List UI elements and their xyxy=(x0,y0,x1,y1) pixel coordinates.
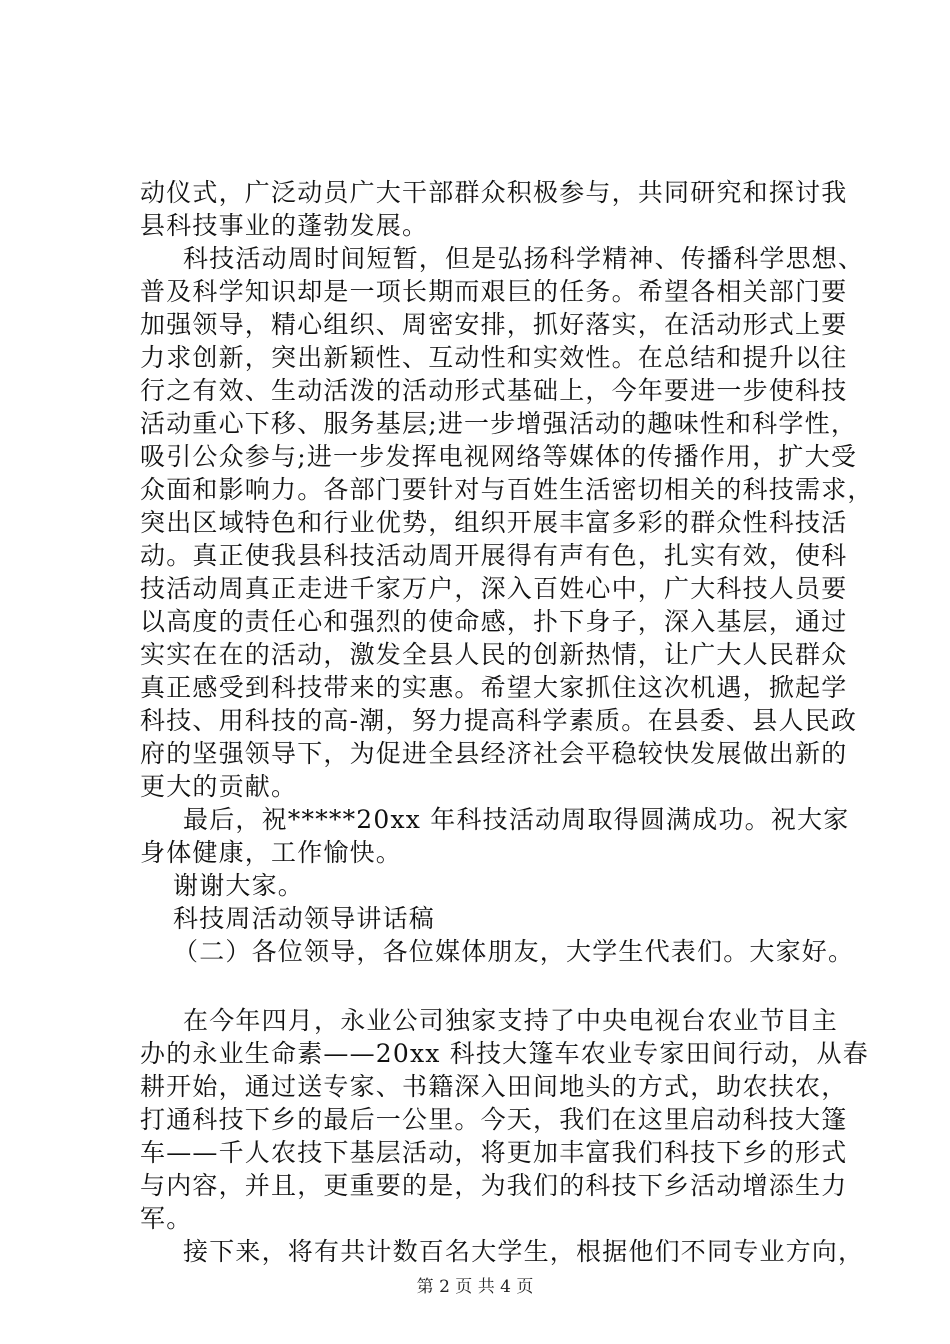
text-line: 众面和影响力。各部门要针对与百姓生活密切相关的科技需求， xyxy=(140,475,874,504)
text-line: 实实在在的活动，激发全县人民的创新热情，让广大人民群众 xyxy=(140,640,848,669)
text-line: 技活动周真正走进千家万户，深入百姓心中，广大科技人员要 xyxy=(140,574,848,603)
text-line: 打通科技下乡的最后一公里。今天，我们在这里启动科技大篷 xyxy=(140,1105,848,1134)
text-line: 县科技事业的蓬勃发展。 xyxy=(140,211,429,240)
text-line: 力求创新，突出新颖性、互动性和实效性。在总结和提升以往 xyxy=(140,343,848,372)
text-line: 吸引公众参与;进一步发挥电视网络等媒体的传播作用，扩大受 xyxy=(140,442,858,471)
text-line: 接下来，将有共计数百名大学生，根据他们不同专业方向， xyxy=(183,1237,865,1266)
text-line: （二）各位领导，各位媒体朋友，大学生代表们。大家好。 xyxy=(173,937,855,966)
text-line: 普及科学知识却是一项长期而艰巨的任务。希望各相关部门要 xyxy=(140,277,848,306)
text-line: 办的永业生命素——20xx 科技大篷车农业专家田间行动，从春 xyxy=(140,1039,869,1068)
text-line: 加强领导，精心组织、周密安排，抓好落实，在活动形式上要 xyxy=(140,310,848,339)
text-line: 车——千人农技下基层活动，将更加丰富我们科技下乡的形式 xyxy=(140,1138,848,1167)
text-line: 与内容，并且，更重要的是，为我们的科技下乡活动增添生力 xyxy=(140,1171,848,1200)
text-line: 更大的贡献。 xyxy=(140,772,298,801)
text-line: 军。 xyxy=(140,1204,193,1233)
text-line: 谢谢大家。 xyxy=(173,871,305,900)
text-line: 府的坚强领导下，为促进全县经济社会平稳较快发展做出新的 xyxy=(140,739,848,768)
text-line: 动仪式，广泛动员广大干部群众积极参与，共同研究和探讨我 xyxy=(140,178,848,207)
text-line: 科技、用科技的高-潮，努力提高科学素质。在县委、县人民政 xyxy=(140,706,858,735)
text-line: 耕开始，通过送专家、书籍深入田间地头的方式，助农扶农， xyxy=(140,1072,848,1101)
text-line: 科技活动周时间短暂，但是弘扬科学精神、传播科学思想、 xyxy=(183,244,865,273)
text-line: 真正感受到科技带来的实惠。希望大家抓住这次机遇，掀起学 xyxy=(140,673,848,702)
page-footer: 第 2 页 共 4 页 xyxy=(416,1277,534,1297)
section-title: 科技周活动领导讲话稿 xyxy=(173,904,436,933)
text-line: 在今年四月，永业公司独家支持了中央电视台农业节目主 xyxy=(183,1006,839,1035)
text-line: 活动重心下移、服务基层;进一步增强活动的趣味性和科学性， xyxy=(140,409,858,438)
text-line: 行之有效、生动活泼的活动形式基础上，今年要进一步使科技 xyxy=(140,376,848,405)
text-line: 以高度的责任心和强烈的使命感，扑下身子，深入基层，通过 xyxy=(140,607,848,636)
text-line: 最后，祝*****20xx 年科技活动周取得圆满成功。祝大家 xyxy=(183,805,850,834)
text-line: 动。真正使我县科技活动周开展得有声有色，扎实有效，使科 xyxy=(140,541,848,570)
text-line: 身体健康，工作愉快。 xyxy=(140,838,403,867)
text-line: 突出区域特色和行业优势，组织开展丰富多彩的群众性科技活 xyxy=(140,508,848,537)
